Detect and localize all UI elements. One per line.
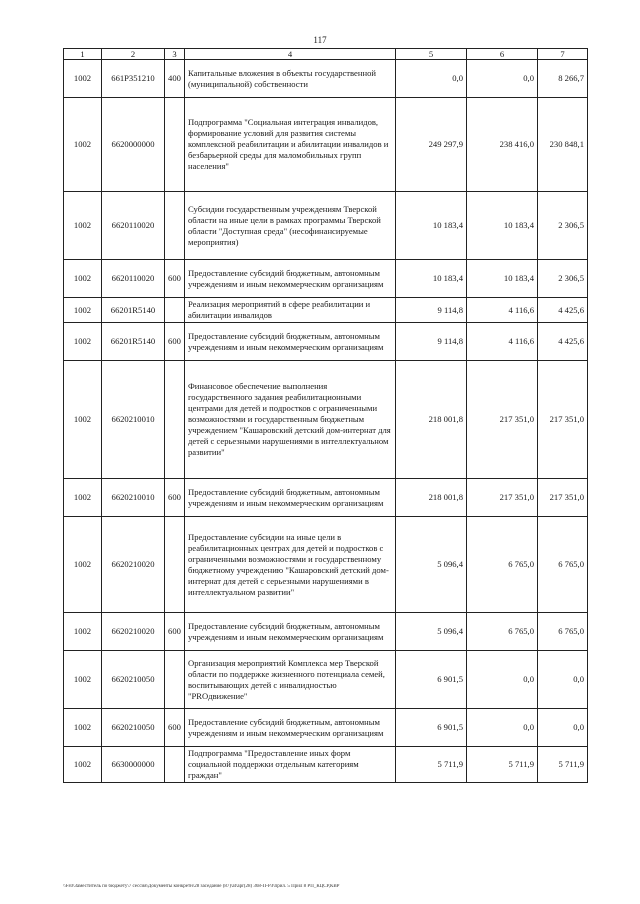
table-row	[64, 60, 588, 98]
budget-table	[63, 48, 588, 783]
amount-year2-cell: 0,0	[467, 709, 538, 747]
expense-type-cell	[165, 298, 185, 323]
table-row	[64, 709, 588, 747]
item-name-cell: Реализация мероприятий в сфере реабилитации и абилитации инвалидов	[185, 298, 396, 323]
item-name-cell: Предоставление субсидий бюджетным, автономным учреждениям и иным некоммерческим организациям	[185, 323, 396, 361]
header-cell: 4	[185, 49, 396, 60]
header-cell: 3	[165, 49, 185, 60]
amount-year3-cell: 0,0	[538, 709, 588, 747]
amount-year3-cell: 2 306,5	[538, 192, 588, 260]
target-code-cell: 6620110020	[102, 192, 165, 260]
section-code-cell: 1002	[64, 260, 102, 298]
expense-type-cell	[165, 98, 185, 192]
amount-year2-cell: 10 183,4	[467, 192, 538, 260]
amount-year1-cell: 5 096,4	[396, 613, 467, 651]
section-code-cell: 1002	[64, 517, 102, 613]
amount-year3-cell: 4 425,6	[538, 323, 588, 361]
table-row	[64, 613, 588, 651]
amount-year3-cell: 6 765,0	[538, 613, 588, 651]
amount-year2-cell: 217 351,0	[467, 361, 538, 479]
amount-year1-cell: 6 901,5	[396, 651, 467, 709]
expense-type-cell	[165, 747, 185, 783]
item-name-cell: Предоставление субсидии на иные цели в реабилитационных центрах для детей и подростков с ограниченными возможностями и государственному бюджетному учреждению "Кашаровский детский дом-интернат для детей с серьезными нарушениями в интеллектуальном развитии"	[185, 517, 396, 613]
amount-year1-cell: 5 711,9	[396, 747, 467, 783]
target-code-cell: 6620210010	[102, 479, 165, 517]
expense-type-cell	[165, 651, 185, 709]
target-code-cell: 66201R5140	[102, 298, 165, 323]
item-name-cell: Предоставление субсидий бюджетным, автономным учреждениям и иным некоммерческим организациям	[185, 613, 396, 651]
table-row	[64, 192, 588, 260]
header-cell: 7	[538, 49, 588, 60]
table-row	[64, 260, 588, 298]
file-path-footer: \\Fs0\Заместитель по бюджету\7 сессия\Документы конкретн\28 заседание (87)\at\apr(28) 368-П-РЗ\прил. 5 Прил 8 РП_КЦСР,КВР	[63, 884, 340, 889]
amount-year1-cell: 249 297,9	[396, 98, 467, 192]
item-name-cell: Предоставление субсидий бюджетным, автономным учреждениям и иным некоммерческим организациям	[185, 709, 396, 747]
table-row	[64, 298, 588, 323]
target-code-cell: 6620210050	[102, 651, 165, 709]
amount-year2-cell: 217 351,0	[467, 479, 538, 517]
amount-year1-cell: 218 001,8	[396, 479, 467, 517]
item-name-cell: Предоставление субсидий бюджетным, автономным учреждениям и иным некоммерческим организациям	[185, 260, 396, 298]
expense-type-cell: 600	[165, 479, 185, 517]
section-code-cell: 1002	[64, 98, 102, 192]
section-code-cell: 1002	[64, 298, 102, 323]
expense-type-cell	[165, 517, 185, 613]
header-cell: 2	[102, 49, 165, 60]
amount-year1-cell: 6 901,5	[396, 709, 467, 747]
page-number: 117	[313, 35, 327, 45]
amount-year3-cell: 0,0	[538, 651, 588, 709]
amount-year3-cell: 2 306,5	[538, 260, 588, 298]
amount-year3-cell: 217 351,0	[538, 361, 588, 479]
section-code-cell: 1002	[64, 60, 102, 98]
expense-type-cell: 600	[165, 260, 185, 298]
section-code-cell: 1002	[64, 479, 102, 517]
target-code-cell: 6620210020	[102, 613, 165, 651]
section-code-cell: 1002	[64, 361, 102, 479]
target-code-cell: 6620210050	[102, 709, 165, 747]
target-code-cell: 66201R5140	[102, 323, 165, 361]
expense-type-cell: 600	[165, 709, 185, 747]
target-code-cell: 661Р351210	[102, 60, 165, 98]
amount-year3-cell: 217 351,0	[538, 479, 588, 517]
amount-year1-cell: 10 183,4	[396, 260, 467, 298]
table-row	[64, 323, 588, 361]
expense-type-cell	[165, 361, 185, 479]
amount-year3-cell: 230 848,1	[538, 98, 588, 192]
item-name-cell: Подпрограмма "Социальная интеграция инвалидов, формирование условий для развития системы комплексной реабилитации и абилитации инвалидов и безбарьерной среды для маломобильных групп населения"	[185, 98, 396, 192]
header-cell: 5	[396, 49, 467, 60]
table-row	[64, 517, 588, 613]
item-name-cell: Капитальные вложения в объекты государственной (муниципальной) собственности	[185, 60, 396, 98]
amount-year2-cell: 4 116,6	[467, 323, 538, 361]
section-code-cell: 1002	[64, 651, 102, 709]
table-row	[64, 479, 588, 517]
item-name-cell: Предоставление субсидий бюджетным, автономным учреждениям и иным некоммерческим организациям	[185, 479, 396, 517]
section-code-cell: 1002	[64, 192, 102, 260]
amount-year3-cell: 6 765,0	[538, 517, 588, 613]
target-code-cell: 6620000000	[102, 98, 165, 192]
amount-year2-cell: 5 711,9	[467, 747, 538, 783]
table-row	[64, 651, 588, 709]
amount-year2-cell: 6 765,0	[467, 517, 538, 613]
header-cell: 1	[64, 49, 102, 60]
section-code-cell: 1002	[64, 747, 102, 783]
amount-year2-cell: 10 183,4	[467, 260, 538, 298]
item-name-cell: Подпрограмма "Предоставление иных форм социальной поддержки отдельным категориям граждан"	[185, 747, 396, 783]
expense-type-cell: 600	[165, 613, 185, 651]
target-code-cell: 6620210010	[102, 361, 165, 479]
amount-year2-cell: 4 116,6	[467, 298, 538, 323]
expense-type-cell: 600	[165, 323, 185, 361]
item-name-cell: Субсидии государственным учреждениям Тверской области на иные цели в рамках программы Тверской области "Доступная среда" (несофинансируемые мероприятия)	[185, 192, 396, 260]
item-name-cell: Организация мероприятий Комплекса мер Тверской области по поддержке жизненного потенциала семей, воспитывающих детей с инвалидностью "PROдвижение"	[185, 651, 396, 709]
table-row	[64, 98, 588, 192]
amount-year1-cell: 9 114,8	[396, 323, 467, 361]
item-name-cell: Финансовое обеспечение выполнения государственного задания реабилитационными центрами для детей и подростков с ограниченными возможностями и государственным бюджетным учреждением "Кашаровский детский дом-интернат для детей с серьезными нарушениями в интеллектуальном развитии"	[185, 361, 396, 479]
expense-type-cell: 400	[165, 60, 185, 98]
expense-type-cell	[165, 192, 185, 260]
header-row	[64, 49, 588, 60]
amount-year2-cell: 6 765,0	[467, 613, 538, 651]
target-code-cell: 6620110020	[102, 260, 165, 298]
amount-year3-cell: 8 266,7	[538, 60, 588, 98]
amount-year1-cell: 5 096,4	[396, 517, 467, 613]
table-row	[64, 361, 588, 479]
table-row	[64, 747, 588, 783]
amount-year1-cell: 0,0	[396, 60, 467, 98]
section-code-cell: 1002	[64, 613, 102, 651]
amount-year1-cell: 10 183,4	[396, 192, 467, 260]
amount-year3-cell: 5 711,9	[538, 747, 588, 783]
target-code-cell: 6630000000	[102, 747, 165, 783]
target-code-cell: 6620210020	[102, 517, 165, 613]
section-code-cell: 1002	[64, 709, 102, 747]
amount-year2-cell: 0,0	[467, 60, 538, 98]
amount-year3-cell: 4 425,6	[538, 298, 588, 323]
amount-year2-cell: 238 416,0	[467, 98, 538, 192]
amount-year1-cell: 218 001,8	[396, 361, 467, 479]
header-cell: 6	[467, 49, 538, 60]
amount-year2-cell: 0,0	[467, 651, 538, 709]
amount-year1-cell: 9 114,8	[396, 298, 467, 323]
section-code-cell: 1002	[64, 323, 102, 361]
